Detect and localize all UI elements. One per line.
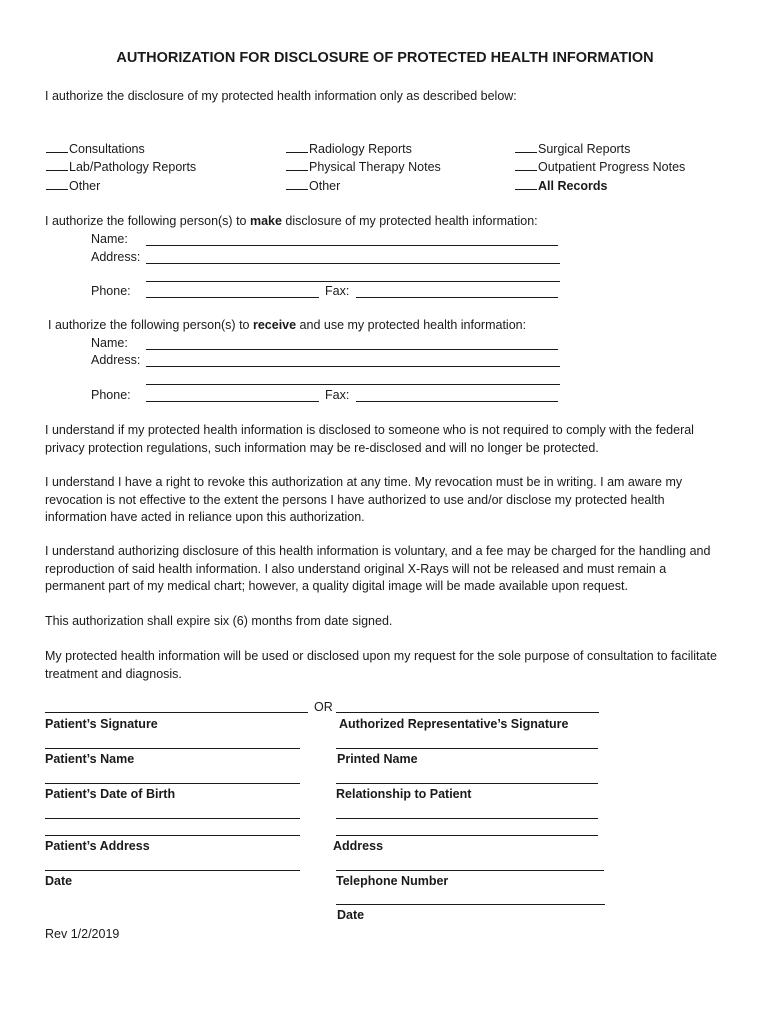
receive-fax-label: Fax:: [325, 388, 350, 402]
patient-signature-field[interactable]: [45, 712, 308, 713]
receive-name-label: Name:: [91, 336, 128, 350]
patient-date-field[interactable]: [45, 870, 300, 871]
checkbox-outpatient[interactable]: Outpatient Progress Notes: [515, 159, 685, 174]
rep-address-field-2[interactable]: [336, 835, 598, 836]
paragraph-voluntary: I understand authorizing disclosure of this health information is voluntary, and a fee may be charged for the handling and reproduction of said health information. I also understand original X-Rays will not be released and must remain a permanent part of my medical chart; however, a quality digital image will be made available upon request.: [45, 544, 711, 593]
representative-signature-label: Authorized Representative’s Signature: [339, 717, 569, 731]
make-name-label: Name:: [91, 232, 128, 246]
receive-fax-field[interactable]: [356, 401, 558, 402]
make-fax-label: Fax:: [325, 284, 350, 298]
rep-date-field[interactable]: [336, 904, 605, 905]
receive-address-label: Address:: [91, 353, 141, 367]
receive-address-field-1[interactable]: [146, 366, 560, 367]
paragraph-redisclosure: I understand if my protected health information is disclosed to someone who is not required to comply with the federal privacy protection regulations, such information may be re-disclosed and will no longer be protected.: [45, 423, 694, 455]
checkbox-all-records[interactable]: All Records: [515, 178, 607, 193]
make-address-field-2[interactable]: [146, 281, 560, 282]
printed-name-field[interactable]: [336, 748, 598, 749]
patient-name-label: Patient’s Name: [45, 752, 135, 766]
form-title: AUTHORIZATION FOR DISCLOSURE OF PROTECTED HEALTH INFORMATION: [116, 50, 654, 66]
patient-address-label: Patient’s Address: [45, 839, 150, 853]
rep-address-label: Address: [333, 839, 384, 853]
make-address-label: Address:: [91, 250, 141, 264]
checkbox-radiology[interactable]: Radiology Reports: [286, 141, 412, 156]
representative-signature-field[interactable]: [336, 712, 599, 713]
checkbox-surgical[interactable]: Surgical Reports: [515, 141, 630, 156]
checkbox-physical-therapy[interactable]: Physical Therapy Notes: [286, 159, 441, 174]
patient-dob-field[interactable]: [45, 783, 300, 784]
patient-signature-label: Patient’s Signature: [45, 717, 158, 731]
make-address-field-1[interactable]: [146, 263, 560, 264]
make-name-field[interactable]: [146, 245, 558, 246]
receive-phone-label: Phone:: [91, 388, 131, 402]
patient-date-label: Date: [45, 874, 73, 888]
paragraph-purpose: My protected health information will be used or disclosed upon my request for the sole purpose of consultation to facilitate treatment and diagnosis.: [45, 649, 717, 681]
telephone-label: Telephone Number: [336, 874, 449, 888]
checkbox-consultations[interactable]: Consultations: [46, 141, 145, 156]
checkbox-other-2[interactable]: Other: [286, 178, 340, 193]
checkbox-other-1[interactable]: Other: [46, 178, 100, 193]
receive-address-field-2[interactable]: [146, 384, 560, 385]
receive-disclosure-heading: I authorize the following person(s) to receive and use my protected health information:: [48, 318, 527, 332]
relationship-field[interactable]: [336, 783, 598, 784]
intro-text: I authorize the disclosure of my protected health information only as described below:: [45, 89, 517, 103]
make-fax-field[interactable]: [356, 297, 558, 298]
receive-phone-field[interactable]: [146, 401, 319, 402]
paragraph-revocation: I understand I have a right to revoke this authorization at any time. My revocation must be in writing. I am aware my revocation is not effective to the extent the persons I have authorized to use and/or disclose my protected health information have acted in reliance upon this authorization.: [45, 475, 683, 524]
checkbox-lab-pathology[interactable]: Lab/Pathology Reports: [46, 159, 196, 174]
make-phone-label: Phone:: [91, 284, 131, 298]
printed-name-label: Printed Name: [337, 752, 418, 766]
make-phone-field[interactable]: [146, 297, 319, 298]
revision-date: Rev 1/2/2019: [45, 927, 120, 941]
telephone-field[interactable]: [336, 870, 604, 871]
receive-name-field[interactable]: [146, 349, 558, 350]
rep-address-field-1[interactable]: [336, 818, 598, 819]
make-disclosure-heading: I authorize the following person(s) to make disclosure of my protected health information:: [45, 214, 538, 228]
rep-date-label: Date: [337, 908, 365, 922]
paragraph-expiration: This authorization shall expire six (6) months from date signed.: [45, 614, 393, 628]
patient-address-field-1[interactable]: [45, 818, 300, 819]
patient-address-field-2[interactable]: [45, 835, 300, 836]
relationship-label: Relationship to Patient: [336, 787, 472, 801]
patient-dob-label: Patient’s Date of Birth: [45, 787, 176, 801]
patient-name-field[interactable]: [45, 748, 300, 749]
or-separator: OR: [314, 700, 333, 714]
